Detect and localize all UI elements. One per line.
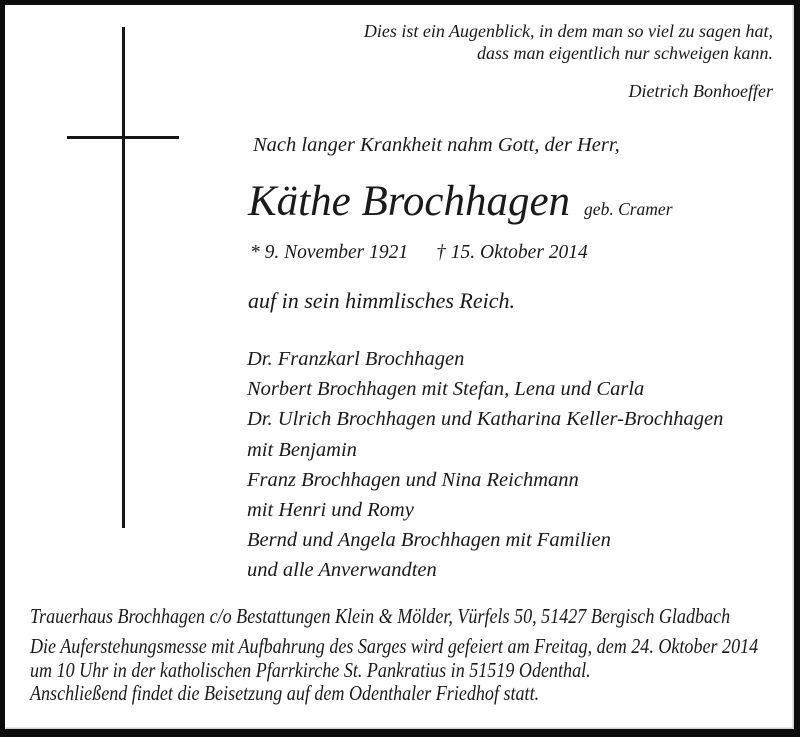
maiden-name: geb. Cramer bbox=[584, 199, 673, 219]
cross-icon-bar bbox=[67, 136, 179, 139]
mourner-line: Franz Brochhagen und Nina Reichmann bbox=[247, 468, 579, 491]
quote-line-2: dass man eigentlich nur schweigen kann. bbox=[477, 42, 773, 63]
cross-icon bbox=[122, 27, 125, 528]
quote-author: Dietrich Bonhoeffer bbox=[628, 81, 773, 101]
mourner-line: und alle Anverwandten bbox=[247, 559, 437, 582]
service-line-2 bbox=[30, 659, 800, 683]
service-details bbox=[30, 635, 800, 706]
service-line-2-text: um 10 Uhr in der katholischen Pfarrkirche St. Pankratius in 51519 Odenthal. bbox=[30, 657, 591, 682]
life-dates bbox=[250, 243, 588, 263]
quote-line-1: Dies ist ein Augenblick, in dem man so viel zu sagen hat, bbox=[363, 21, 773, 41]
funeral-home-address bbox=[30, 606, 800, 628]
mourner-line: mit Henri und Romy bbox=[247, 499, 414, 522]
burial-line bbox=[30, 682, 800, 706]
death-date: † 15. Oktober 2014 bbox=[436, 242, 588, 263]
mourner-line: Norbert Brochhagen mit Stefan, Lena und Carla bbox=[247, 378, 645, 401]
mourner-line: Bernd und Angela Brochhagen mit Familien bbox=[247, 529, 611, 552]
mourner-line: Dr. Franzkarl Brochhagen bbox=[247, 348, 465, 370]
closing-line: auf in sein himmlisches Reich. bbox=[248, 288, 516, 313]
birth-date: * 9. November 1921 bbox=[250, 242, 409, 263]
burial-line-text: Anschließend findet die Beisetzung auf dem Odenthaler Friedhof statt. bbox=[30, 681, 540, 705]
mourner-line: mit Benjamin bbox=[247, 438, 357, 461]
mourner-line: Dr. Ulrich Brochhagen und Katharina Keller-Brochhagen bbox=[247, 408, 724, 431]
service-line-1-text: Die Auferstehungsmesse mit Aufbahrung des Sarges wird gefeiert am Freitag, dem 24. Oktober 2014 bbox=[30, 634, 759, 658]
funeral-home-address-text: Trauerhaus Brochhagen c/o Bestattungen Klein & Mölder, Vürfels 50, 51427 Bergisch Gladbach bbox=[30, 604, 731, 628]
intro-line: Nach langer Krankheit nahm Gott, der Herr, bbox=[253, 134, 620, 156]
deceased-name: Käthe Brochhagen bbox=[248, 178, 571, 225]
memorial-quote bbox=[364, 21, 773, 103]
deceased-name-line bbox=[248, 180, 673, 223]
mourners-list bbox=[247, 344, 723, 586]
service-line-1 bbox=[30, 635, 800, 659]
